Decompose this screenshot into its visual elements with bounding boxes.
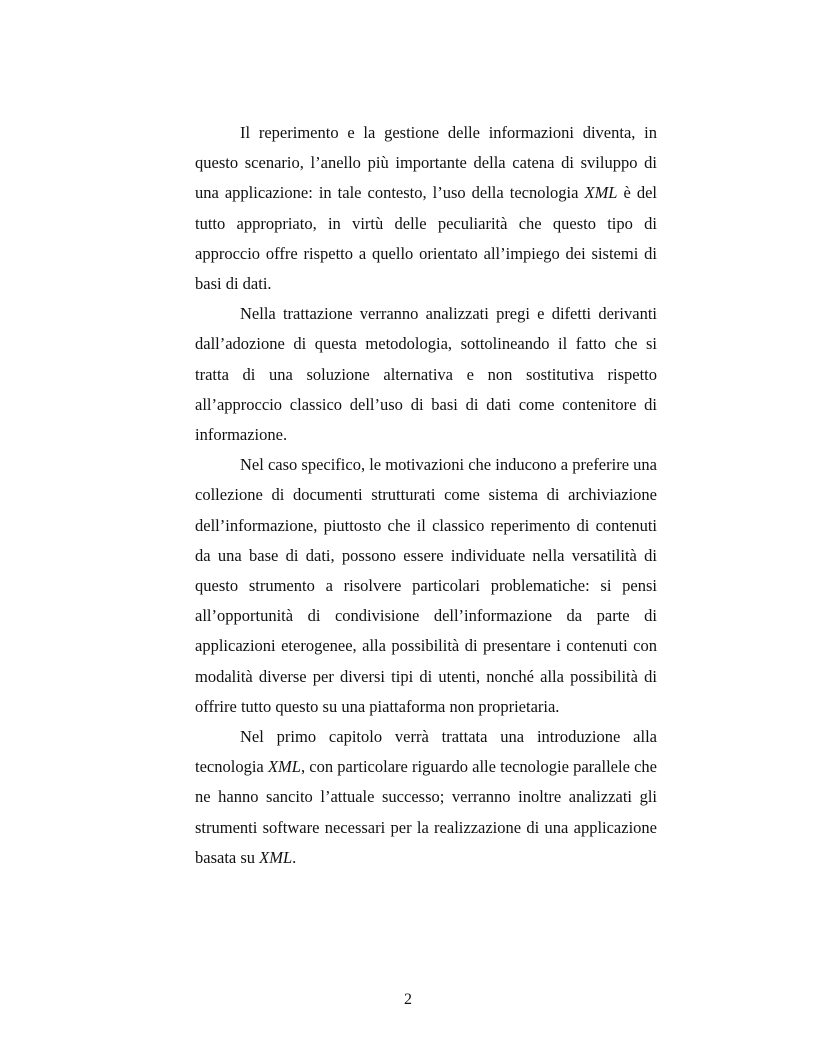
paragraph-1-run-1: Il reperimento e la gestione delle informazioni diventa, in questo scenario, l’anello più importante della catena di sviluppo di una applicazione: in tale contesto, l’uso della tecnologia <box>195 123 657 203</box>
paragraph-4-xml-term: XML <box>267 757 301 777</box>
paragraph-1-xml-term: XML <box>584 183 618 203</box>
paragraph-3 <box>195 450 657 722</box>
body-text <box>195 118 657 873</box>
paragraph-1-run-3: è del tutto appropriato, in virtù delle peculiarità che questo tipo di approccio offre rispetto a quello orientato all’impiego dei sistemi di basi di dati. <box>195 183 658 294</box>
paragraph-2 <box>195 299 657 450</box>
paragraph-3-run-1: Nel caso specifico, le motivazioni che inducono a preferire una collezione di documenti strutturati come sistema di archiviazione dell’informazione, piuttosto che il classico reperimento di contenuti da una base di dati, possono essere individuate nella versatilità di questo strumento a risolvere particolari problematiche: si pensi all’opportunità di condivisione dell’informazione da parte di applicazioni eterogenee, alla possibilità di presentare i contenuti con modalità diverse per diversi tipi di utenti, nonché alla possibilità di offrire tutto questo su una piattaforma non proprietaria. <box>195 455 657 716</box>
paragraph-4-run-3: , con particolare riguardo alle tecnologie parallele che ne hanno sancito l’attuale successo; verranno inoltre analizzati gli strumenti software necessari per la realizzazione di una applicazione basata su <box>195 757 657 867</box>
paragraph-4-run-5: . <box>292 847 297 867</box>
paragraph-4-run-1: Nel primo capitolo verrà trattata una introduzione alla tecnologia <box>195 727 657 777</box>
paragraph-4-xml-term-2: XML <box>259 847 293 867</box>
paragraph-2-run-1: Nella trattazione verranno analizzati pregi e difetti derivanti dall’adozione di questa metodologia, sottolineando il fatto che si tratta di una soluzione alternativa e non sostitutiva rispetto all’approccio classico dell’uso di basi di dati come contenitore di informazione. <box>195 304 657 445</box>
page-number: 2 <box>404 991 412 1008</box>
paragraph-1 <box>195 118 657 299</box>
paragraph-4 <box>195 722 657 873</box>
